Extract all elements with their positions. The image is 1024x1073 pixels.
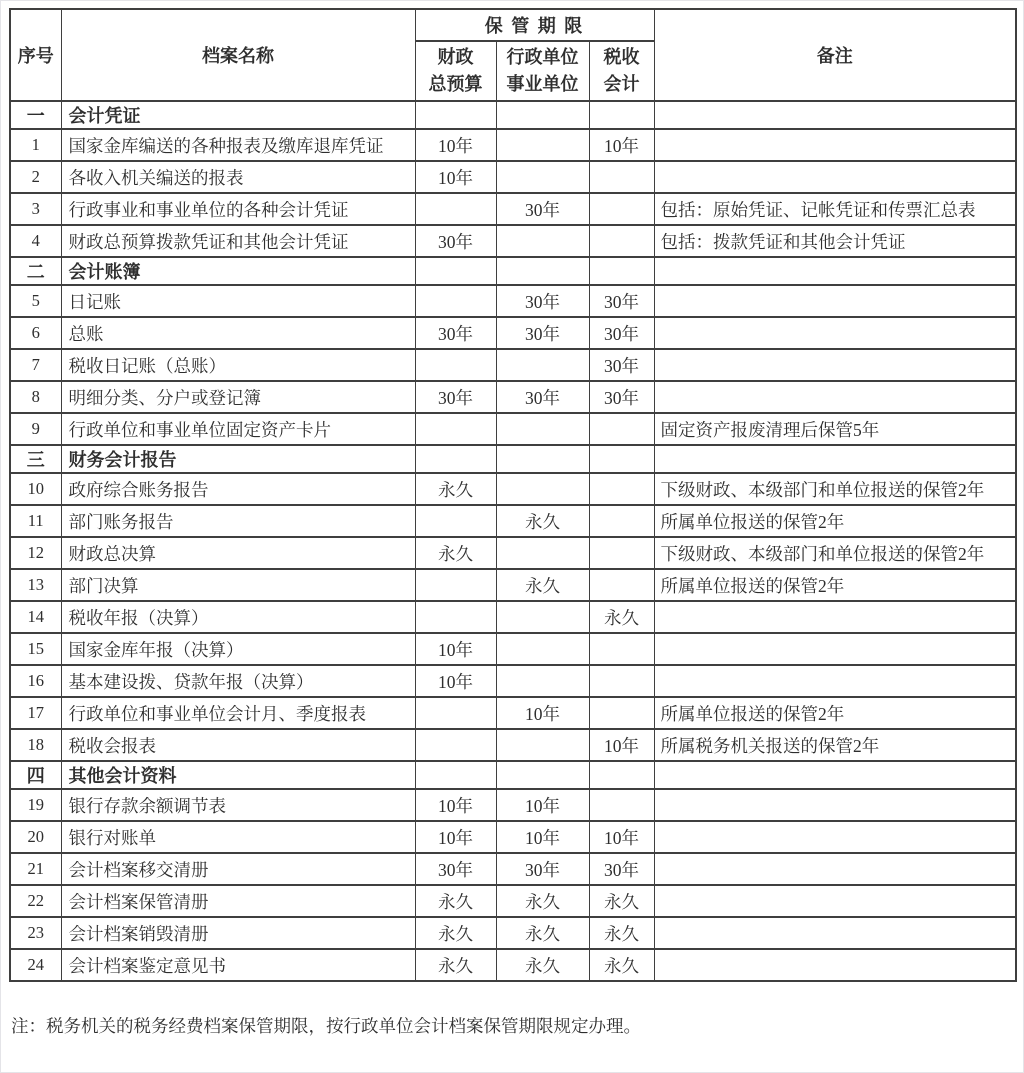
cell-tax: 30年	[589, 349, 654, 381]
header-remark: 备注	[654, 9, 1016, 101]
cell-tax	[589, 569, 654, 601]
table-row	[10, 949, 1016, 981]
table-row	[10, 569, 1016, 601]
cell-admin: 永久	[496, 505, 589, 537]
cell-name: 日记账	[61, 285, 415, 317]
cell-admin	[496, 101, 589, 129]
cell-admin: 30年	[496, 317, 589, 349]
cell-admin: 10年	[496, 697, 589, 729]
cell-no: 4	[10, 225, 61, 257]
cell-no: 14	[10, 601, 61, 633]
cell-remark	[654, 789, 1016, 821]
cell-name: 会计账簿	[61, 257, 415, 285]
cell-no: 6	[10, 317, 61, 349]
cell-budget	[415, 445, 496, 473]
cell-name: 国家金库年报（决算）	[61, 633, 415, 665]
header-fiscal-budget-line1: 财政	[437, 47, 474, 67]
header-row-1	[10, 9, 1016, 41]
cell-remark	[654, 381, 1016, 413]
cell-admin	[496, 761, 589, 789]
cell-budget	[415, 193, 496, 225]
header-admin-institution	[496, 41, 589, 101]
cell-remark: 所属单位报送的保管2年	[654, 569, 1016, 601]
cell-tax	[589, 789, 654, 821]
section-row	[10, 761, 1016, 789]
cell-admin	[496, 601, 589, 633]
cell-tax	[589, 537, 654, 569]
cell-name: 税收日记账（总账）	[61, 349, 415, 381]
cell-name: 各收入机关编送的报表	[61, 161, 415, 193]
cell-remark	[654, 665, 1016, 697]
cell-budget: 永久	[415, 473, 496, 505]
cell-name: 行政事业和事业单位的各种会计凭证	[61, 193, 415, 225]
cell-admin	[496, 257, 589, 285]
cell-budget	[415, 505, 496, 537]
cell-budget: 30年	[415, 317, 496, 349]
cell-tax	[589, 161, 654, 193]
cell-admin: 30年	[496, 853, 589, 885]
header-archive-name: 档案名称	[61, 9, 415, 101]
cell-no: 16	[10, 665, 61, 697]
cell-tax	[589, 633, 654, 665]
cell-remark	[654, 853, 1016, 885]
header-retention-period-group: 保 管 期 限	[415, 9, 654, 41]
cell-remark	[654, 349, 1016, 381]
cell-remark	[654, 285, 1016, 317]
cell-tax	[589, 445, 654, 473]
cell-no: 13	[10, 569, 61, 601]
table-row	[10, 161, 1016, 193]
cell-remark	[654, 101, 1016, 129]
cell-tax: 永久	[589, 885, 654, 917]
cell-tax: 30年	[589, 853, 654, 885]
cell-admin: 30年	[496, 285, 589, 317]
table-row	[10, 225, 1016, 257]
cell-budget: 永久	[415, 537, 496, 569]
cell-no: 12	[10, 537, 61, 569]
cell-tax	[589, 101, 654, 129]
cell-tax	[589, 505, 654, 537]
cell-name: 税收会报表	[61, 729, 415, 761]
table-row	[10, 129, 1016, 161]
table-row	[10, 505, 1016, 537]
cell-name: 行政单位和事业单位固定资产卡片	[61, 413, 415, 445]
cell-tax: 30年	[589, 317, 654, 349]
cell-tax: 永久	[589, 917, 654, 949]
cell-no: 1	[10, 129, 61, 161]
cell-no: 22	[10, 885, 61, 917]
cell-budget	[415, 729, 496, 761]
table-row	[10, 413, 1016, 445]
section-row	[10, 101, 1016, 129]
cell-remark: 所属税务机关报送的保管2年	[654, 729, 1016, 761]
cell-admin: 永久	[496, 949, 589, 981]
table-row	[10, 789, 1016, 821]
cell-no: 18	[10, 729, 61, 761]
cell-admin: 30年	[496, 193, 589, 225]
cell-remark: 包括：原始凭证、记帐凭证和传票汇总表	[654, 193, 1016, 225]
cell-budget: 10年	[415, 129, 496, 161]
cell-budget	[415, 349, 496, 381]
table-row	[10, 729, 1016, 761]
cell-admin	[496, 473, 589, 505]
cell-admin	[496, 665, 589, 697]
table-row	[10, 601, 1016, 633]
cell-admin	[496, 537, 589, 569]
cell-tax: 30年	[589, 381, 654, 413]
cell-name: 会计档案移交清册	[61, 853, 415, 885]
table-header	[10, 9, 1016, 101]
cell-admin: 10年	[496, 821, 589, 853]
cell-no: 21	[10, 853, 61, 885]
header-tax-accounting-line1: 税收	[603, 47, 640, 67]
cell-tax	[589, 473, 654, 505]
cell-admin	[496, 349, 589, 381]
cell-remark	[654, 821, 1016, 853]
table-row	[10, 473, 1016, 505]
cell-tax: 永久	[589, 601, 654, 633]
cell-name: 国家金库编送的各种报表及缴库退库凭证	[61, 129, 415, 161]
cell-no: 11	[10, 505, 61, 537]
table-row	[10, 537, 1016, 569]
cell-remark	[654, 317, 1016, 349]
cell-admin	[496, 413, 589, 445]
archive-retention-table	[9, 8, 1017, 982]
cell-budget: 30年	[415, 225, 496, 257]
cell-name: 基本建设拨、贷款年报（决算）	[61, 665, 415, 697]
cell-budget: 永久	[415, 885, 496, 917]
cell-name: 其他会计资料	[61, 761, 415, 789]
cell-no: 19	[10, 789, 61, 821]
cell-no: 9	[10, 413, 61, 445]
cell-remark	[654, 129, 1016, 161]
cell-admin	[496, 129, 589, 161]
cell-budget	[415, 285, 496, 317]
cell-tax: 10年	[589, 821, 654, 853]
cell-remark	[654, 445, 1016, 473]
cell-tax	[589, 225, 654, 257]
cell-admin	[496, 161, 589, 193]
cell-budget	[415, 101, 496, 129]
cell-remark	[654, 633, 1016, 665]
cell-admin: 30年	[496, 381, 589, 413]
cell-budget	[415, 257, 496, 285]
cell-remark	[654, 885, 1016, 917]
table-row	[10, 853, 1016, 885]
cell-no: 15	[10, 633, 61, 665]
section-row	[10, 257, 1016, 285]
cell-admin	[496, 445, 589, 473]
cell-admin: 10年	[496, 789, 589, 821]
cell-no: 8	[10, 381, 61, 413]
cell-remark: 所属单位报送的保管2年	[654, 697, 1016, 729]
cell-name: 会计档案销毁清册	[61, 917, 415, 949]
cell-admin: 永久	[496, 885, 589, 917]
table-row	[10, 317, 1016, 349]
cell-tax	[589, 697, 654, 729]
cell-budget: 10年	[415, 789, 496, 821]
cell-name: 财政总预算拨款凭证和其他会计凭证	[61, 225, 415, 257]
header-tax-accounting-line2: 会计	[603, 74, 640, 94]
cell-budget: 30年	[415, 853, 496, 885]
header-seq: 序号	[10, 9, 61, 101]
cell-tax	[589, 257, 654, 285]
table-row	[10, 633, 1016, 665]
cell-budget: 永久	[415, 917, 496, 949]
header-admin-institution-line2: 事业单位	[506, 74, 579, 94]
cell-budget	[415, 697, 496, 729]
cell-budget	[415, 601, 496, 633]
cell-remark: 固定资产报废清理后保管5年	[654, 413, 1016, 445]
cell-budget: 10年	[415, 633, 496, 665]
cell-name: 银行存款余额调节表	[61, 789, 415, 821]
cell-budget: 永久	[415, 949, 496, 981]
cell-no: 17	[10, 697, 61, 729]
table-row	[10, 697, 1016, 729]
cell-name: 政府综合账务报告	[61, 473, 415, 505]
cell-name: 财政总决算	[61, 537, 415, 569]
table-row	[10, 917, 1016, 949]
cell-name: 明细分类、分户或登记簿	[61, 381, 415, 413]
table-row	[10, 885, 1016, 917]
cell-remark	[654, 917, 1016, 949]
cell-admin	[496, 225, 589, 257]
cell-no: 24	[10, 949, 61, 981]
cell-tax	[589, 761, 654, 789]
cell-name: 部门决算	[61, 569, 415, 601]
cell-budget: 30年	[415, 381, 496, 413]
table-row	[10, 285, 1016, 317]
cell-remark	[654, 161, 1016, 193]
cell-name: 财务会计报告	[61, 445, 415, 473]
cell-remark: 下级财政、本级部门和单位报送的保管2年	[654, 537, 1016, 569]
header-admin-institution-line1: 行政单位	[506, 47, 579, 67]
cell-budget: 10年	[415, 665, 496, 697]
cell-admin: 永久	[496, 917, 589, 949]
cell-remark	[654, 949, 1016, 981]
section-row	[10, 445, 1016, 473]
cell-remark	[654, 257, 1016, 285]
cell-no: 2	[10, 161, 61, 193]
cell-tax: 10年	[589, 729, 654, 761]
cell-remark: 下级财政、本级部门和单位报送的保管2年	[654, 473, 1016, 505]
cell-admin: 永久	[496, 569, 589, 601]
cell-budget: 10年	[415, 161, 496, 193]
cell-admin	[496, 729, 589, 761]
table-row	[10, 381, 1016, 413]
footer-note: 注：税务机关的税务经费档案保管期限，按行政单位会计档案保管期限规定办理。	[11, 1016, 641, 1036]
cell-tax	[589, 193, 654, 225]
table-row	[10, 193, 1016, 225]
cell-name: 部门账务报告	[61, 505, 415, 537]
cell-no: 7	[10, 349, 61, 381]
cell-admin	[496, 633, 589, 665]
table-body	[10, 101, 1016, 981]
cell-no: 一	[10, 101, 61, 129]
cell-name: 税收年报（决算）	[61, 601, 415, 633]
cell-no: 23	[10, 917, 61, 949]
cell-tax: 10年	[589, 129, 654, 161]
cell-no: 10	[10, 473, 61, 505]
cell-no: 3	[10, 193, 61, 225]
table-row	[10, 349, 1016, 381]
cell-budget	[415, 569, 496, 601]
cell-tax: 30年	[589, 285, 654, 317]
cell-tax	[589, 413, 654, 445]
cell-tax	[589, 665, 654, 697]
cell-no: 20	[10, 821, 61, 853]
cell-budget: 10年	[415, 821, 496, 853]
table-row	[10, 821, 1016, 853]
cell-tax: 永久	[589, 949, 654, 981]
cell-remark: 包括：拨款凭证和其他会计凭证	[654, 225, 1016, 257]
cell-name: 会计档案保管清册	[61, 885, 415, 917]
cell-no: 5	[10, 285, 61, 317]
header-fiscal-budget-line2: 总预算	[428, 74, 483, 94]
cell-no: 二	[10, 257, 61, 285]
table-row	[10, 665, 1016, 697]
cell-name: 行政单位和事业单位会计月、季度报表	[61, 697, 415, 729]
cell-name: 会计档案鉴定意见书	[61, 949, 415, 981]
cell-name: 会计凭证	[61, 101, 415, 129]
cell-name: 总账	[61, 317, 415, 349]
cell-remark	[654, 761, 1016, 789]
cell-no: 三	[10, 445, 61, 473]
header-fiscal-budget	[415, 41, 496, 101]
header-tax-accounting	[589, 41, 654, 101]
cell-name: 银行对账单	[61, 821, 415, 853]
cell-budget	[415, 761, 496, 789]
cell-budget	[415, 413, 496, 445]
cell-no: 四	[10, 761, 61, 789]
cell-remark: 所属单位报送的保管2年	[654, 505, 1016, 537]
cell-remark	[654, 601, 1016, 633]
